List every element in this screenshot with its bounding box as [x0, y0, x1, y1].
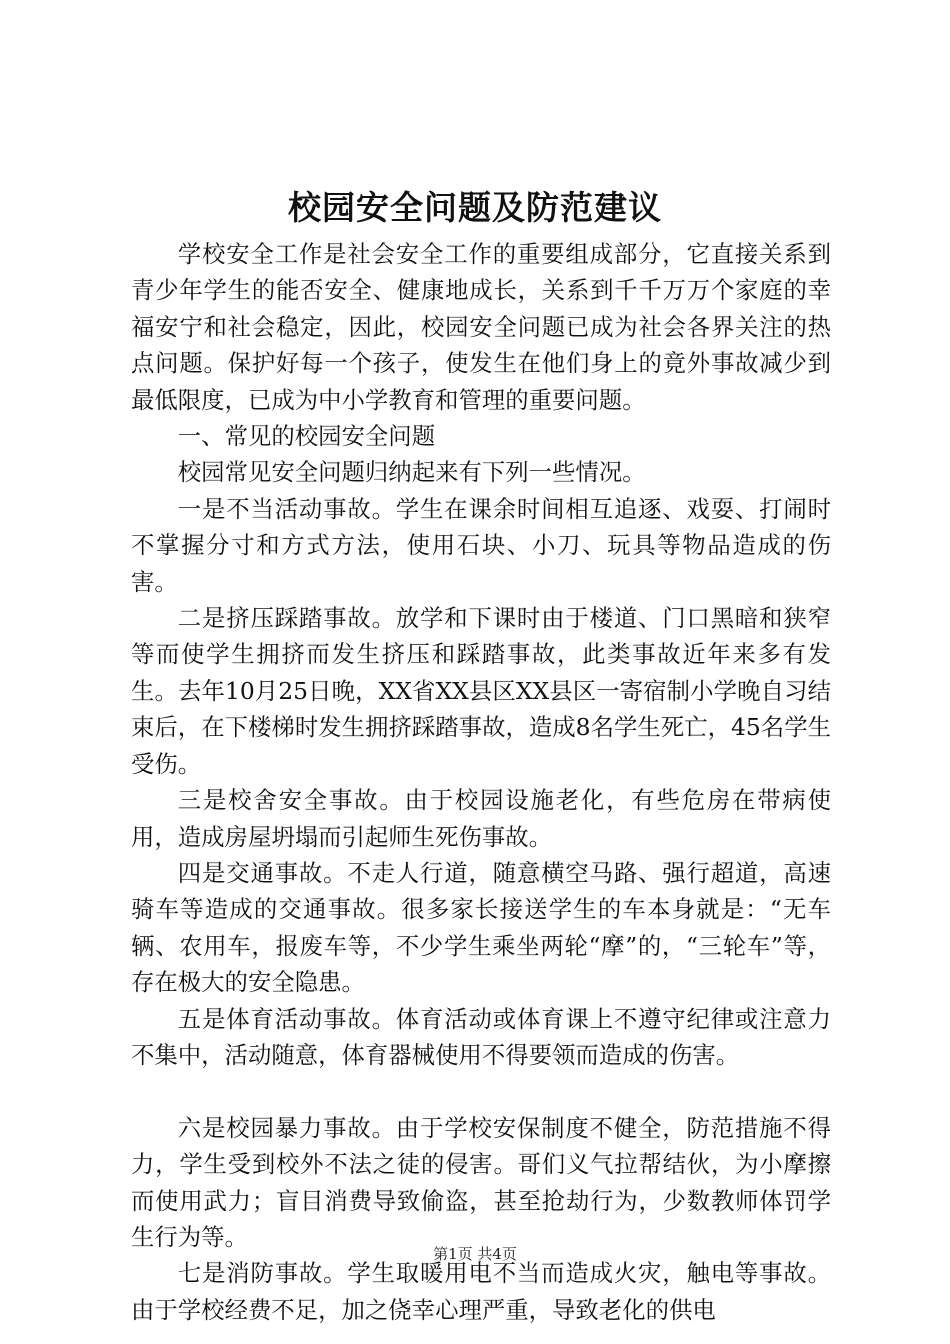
paragraph-item-3: 三是校舍安全事故。由于校园设施老化，有些危房在带病使用，造成房屋坍塌而引起师生死伤事故。: [131, 786, 831, 851]
document-body: [131, 236, 831, 1328]
paragraph-item-7: 七是消防事故。学生取暖用电不当而造成火灾，触电等事故。由于学校经费不足，加之侥幸心理严重，导致老化的供电: [131, 1259, 831, 1324]
paragraph-summary: 校园常见安全问题归纳起来有下列一些情况。: [177, 458, 646, 487]
paragraph-item-1: 一是不当活动事故。学生在课余时间相互追逐、戏耍、打闹时不掌握分寸和方式方法，使用石块、小刀、玩具等物品造成的伤害。: [131, 494, 831, 596]
paragraph-item-4: 四是交通事故。不走人行道，随意横空马路、强行超道，高速骑车等造成的交通事故。很多家长接送学生的车本身就是：“无车辆、农用车，报废车等，不少学生乘坐两轮“摩”的，“三轮车”等，存在极大的安全隐患。: [131, 858, 831, 997]
paragraph-item-2: 二是挤压踩踏事故。放学和下课时由于楼道、门口黑暗和狭窄等而使学生拥挤而发生挤压和踩踏事故，此类事故近年来多有发生。去年10月25日晚，XX省XX县区XX县区一寄宿制小学晚自习结束后，在下楼梯时发生拥挤踩踏事故，造成8名学生死亡，45名学生受伤。: [131, 604, 831, 778]
paragraph-item-5: 五是体育活动事故。体育活动或体育课上不遵守纪律或注意力不集中，活动随意，体育器械使用不得要领而造成的伤害。: [131, 1004, 831, 1069]
section-heading: 一、常见的校园安全问题: [177, 422, 436, 451]
document-title: 校园安全问题及防范建议: [288, 188, 662, 227]
paragraph-intro: 学校安全工作是社会安全工作的重要组成部分，它直接关系到青少年学生的能否安全、健康地成长，关系到千千万万个家庭的幸福安宁和社会稳定，因此，校园安全问题已成为社会各界关注的热点问题。保护好每一个孩子，使发生在他们身上的竟外事故减少到最低限度，已成为中小学教育和管理的重要问题。: [131, 240, 831, 414]
paragraph-spacer: [131, 1073, 831, 1109]
paragraph-item-6: 六是校园暴力事故。由于学校安保制度不健全，防范措施不得力，学生受到校外不法之徒的侵害。哥们义气拉帮结伙，为小摩擦而使用武力；盲目消费导致偷盗，甚至抢劫行为，少数教师体罚学生行为等。: [131, 1113, 831, 1251]
page-footer: 第1页 共4页: [433, 1245, 517, 1263]
